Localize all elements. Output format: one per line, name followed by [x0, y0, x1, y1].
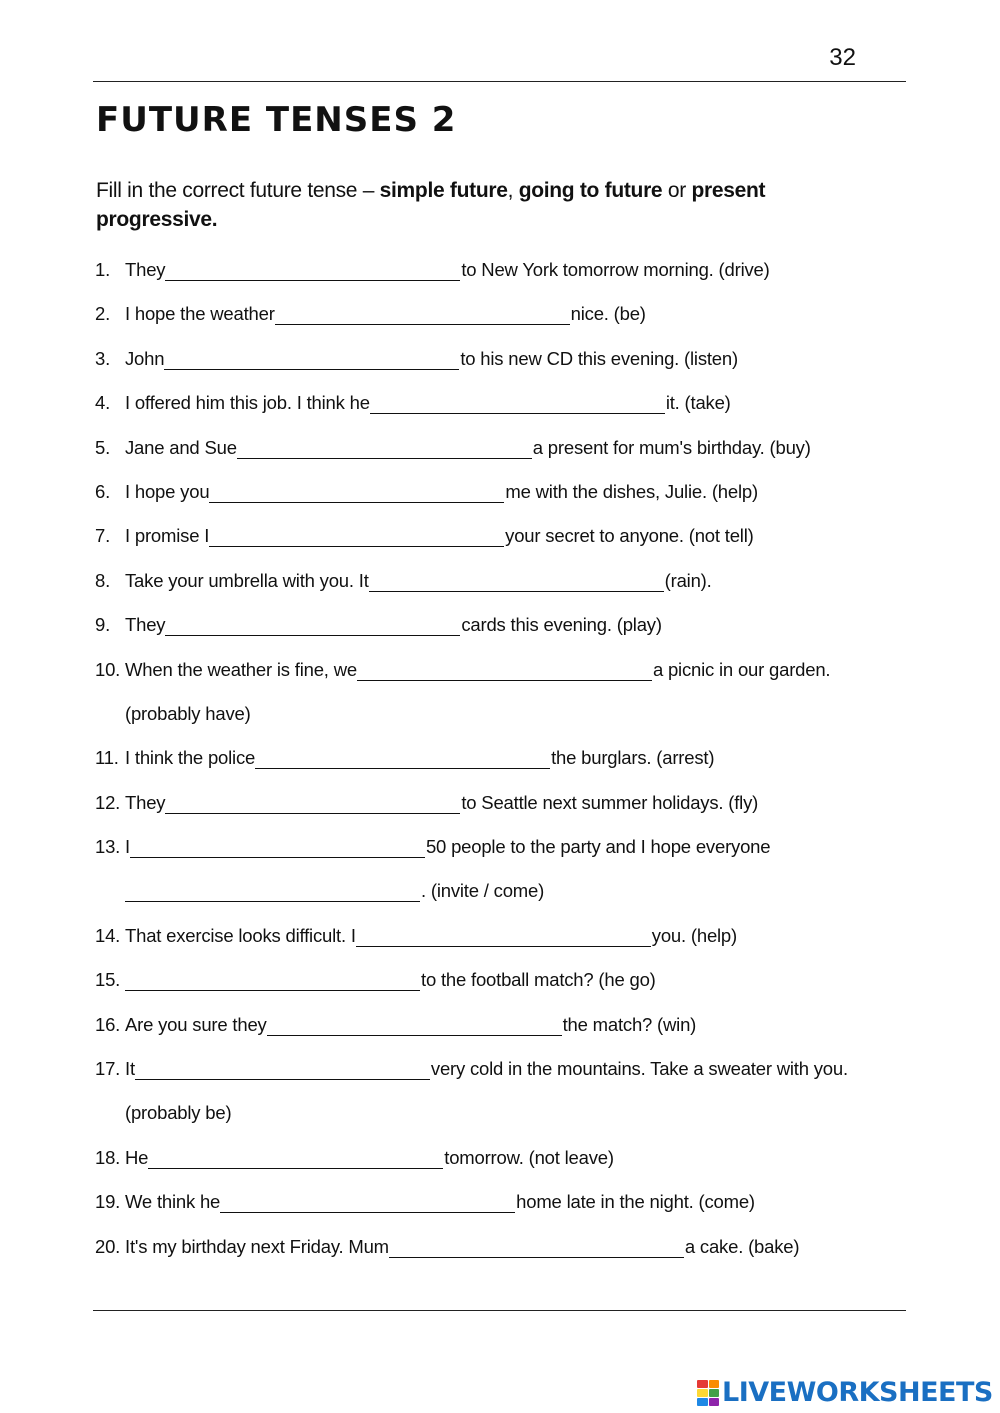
exercise-number: 15. [95, 969, 121, 991]
exercise-line [95, 969, 656, 991]
answer-blank[interactable] [370, 395, 665, 414]
exercise-continuation-line [95, 703, 251, 725]
answer-blank[interactable] [165, 617, 460, 636]
exercise-continuation: (probably be) [125, 1102, 232, 1124]
exercise-continuation-line [95, 880, 544, 902]
exercise-text-before: We think he [125, 1191, 221, 1213]
answer-blank[interactable] [209, 528, 504, 547]
page-number: 32 [829, 44, 856, 71]
exercise-text-before: They [125, 614, 166, 636]
answer-blank[interactable] [165, 795, 460, 814]
instructions-prefix: Fill in the correct future tense – [96, 179, 380, 202]
exercise-text-before: They [125, 259, 166, 280]
answer-blank[interactable] [125, 972, 420, 991]
exercise-text-before: I hope the weather [125, 303, 275, 325]
exercise-text-after: nice. (be) [570, 303, 646, 325]
exercise-number: 8. [95, 569, 111, 591]
exercise-item [95, 1232, 895, 1276]
exercise-text-after: me with the dishes, Julie. (help) [505, 480, 758, 502]
exercise-line [95, 570, 712, 592]
logo-color-block [697, 1389, 708, 1397]
exercise-text-before: I promise I [125, 525, 210, 547]
exercise-item [95, 1187, 895, 1231]
exercise-item [95, 788, 895, 832]
exercise-text-after: you. (help) [651, 924, 737, 946]
exercise-text-after: a picnic in our garden. [652, 658, 831, 680]
exercise-item [95, 1054, 895, 1143]
answer-blank[interactable] [255, 750, 550, 769]
exercise-text-after: to New York tomorrow morning. (drive) [461, 259, 770, 280]
exercise-line [95, 836, 770, 858]
exercise-item [95, 566, 895, 610]
exercise-text-after: tomorrow. (not leave) [444, 1146, 614, 1168]
exercise-number: 20. [95, 1235, 121, 1257]
exercise-text-after: a cake. (bake) [684, 1235, 800, 1257]
term-simple-future: simple future [379, 179, 508, 202]
exercise-line [95, 659, 830, 681]
exercise-number: 2. [95, 303, 111, 325]
exercise-line [95, 259, 770, 281]
exercise-number: 14. [95, 924, 121, 946]
exercise-text-after: home late in the night. (come) [516, 1191, 755, 1213]
answer-blank[interactable] [165, 262, 460, 281]
exercise-number: 18. [95, 1146, 121, 1168]
exercise-item [95, 388, 895, 432]
exercise-line [95, 481, 758, 503]
exercise-text-before: Are you sure they [125, 1013, 267, 1035]
exercise-number: 6. [95, 480, 111, 502]
logo-color-block [697, 1380, 708, 1388]
answer-blank[interactable] [237, 440, 532, 459]
answer-blank[interactable] [220, 1194, 515, 1213]
exercise-line [95, 437, 811, 459]
answer-blank[interactable] [209, 484, 504, 503]
exercise-line [95, 747, 714, 769]
exercise-item [95, 521, 895, 565]
exercise-text-after: cards this evening. (play) [461, 614, 662, 636]
exercise-item [95, 477, 895, 521]
exercise-text-before: When the weather is fine, we [125, 658, 357, 680]
exercise-line [95, 392, 731, 414]
answer-blank[interactable] [148, 1150, 443, 1169]
exercise-item [95, 921, 895, 965]
exercise-line [95, 1147, 614, 1169]
exercise-number: 19. [95, 1191, 121, 1213]
exercise-number: 11. [95, 747, 119, 769]
answer-blank[interactable] [135, 1061, 430, 1080]
exercise-item [95, 610, 895, 654]
exercise-item [95, 743, 895, 787]
exercise-number: 7. [95, 525, 111, 547]
exercise-text-after: the burglars. (arrest) [551, 747, 715, 769]
exercise-text-before: John [125, 347, 165, 369]
exercise-text-after: your secret to anyone. (not tell) [505, 525, 754, 547]
logo-color-block [697, 1398, 708, 1406]
exercise-text-after: the match? (win) [562, 1013, 697, 1035]
exercise-item [95, 1143, 895, 1187]
exercise-item [95, 655, 895, 744]
answer-blank[interactable] [357, 662, 652, 681]
exercise-number: 16. [95, 1013, 121, 1035]
exercise-number: 17. [95, 1058, 121, 1080]
answer-blank[interactable] [369, 573, 664, 592]
exercise-text-after: to his new CD this evening. (listen) [460, 347, 738, 369]
logo-color-block [709, 1398, 720, 1406]
answer-blank[interactable] [267, 1017, 562, 1036]
exercise-continuation: (probably have) [125, 702, 251, 724]
exercise-text-before: He [125, 1146, 149, 1168]
exercise-text-after: 50 people to the party and I hope everyone [425, 836, 771, 858]
exercise-text-before: They [125, 791, 166, 813]
exercise-number: 10. [95, 658, 121, 680]
exercise-line [95, 1191, 755, 1213]
exercise-line [95, 925, 737, 947]
instructions-sep2: or [662, 179, 692, 202]
exercise-number: 1. [95, 259, 111, 280]
exercise-list [95, 255, 895, 1276]
exercise-line [95, 348, 738, 370]
exercise-text-before: I offered him this job. I think he [125, 392, 370, 414]
exercise-line [95, 1236, 799, 1258]
exercise-line [95, 1058, 848, 1080]
exercise-text-after: to the football match? (he go) [421, 969, 656, 991]
answer-blank[interactable] [389, 1239, 684, 1258]
exercise-line [95, 303, 646, 325]
exercise-number: 9. [95, 614, 111, 636]
exercise-text-before: Take your umbrella with you. It [125, 569, 369, 591]
exercise-line [95, 1014, 696, 1036]
answer-blank[interactable] [275, 306, 570, 325]
exercise-line [95, 792, 758, 814]
exercise-text-before: It [125, 1058, 135, 1080]
answer-blank[interactable] [125, 883, 420, 902]
answer-blank[interactable] [130, 839, 425, 858]
exercise-item [95, 433, 895, 477]
exercise-item [95, 344, 895, 388]
exercise-number: 5. [95, 436, 111, 458]
term-present-progressive: present progressive. [96, 179, 766, 231]
exercise-continuation-line [95, 1102, 231, 1124]
exercise-text-before: I think the police [125, 747, 256, 769]
exercise-item [95, 832, 895, 921]
exercise-text-before: That exercise looks difficult. I [125, 924, 356, 946]
logo-text: LIVEWORKSHEETS [722, 1377, 993, 1408]
exercise-number: 13. [95, 836, 121, 858]
exercise-line [95, 525, 754, 547]
exercise-text-after: (rain). [664, 569, 712, 591]
exercise-item [95, 255, 895, 299]
exercise-text-after: a present for mum's birthday. (buy) [532, 436, 811, 458]
footer-rule [93, 1310, 906, 1311]
liveworksheets-logo-icon [697, 1380, 719, 1406]
exercise-text-after: very cold in the mountains. Take a sweater with you. [430, 1058, 848, 1080]
logo-color-block [709, 1380, 720, 1388]
exercise-line [95, 614, 662, 636]
exercise-text-before: I hope you [125, 480, 210, 502]
page-title: FUTURE TENSES 2 [96, 100, 457, 140]
exercise-number: 12. [95, 791, 121, 813]
exercise-text-before: I [125, 836, 130, 858]
term-going-to-future: going to future [518, 179, 663, 202]
exercise-text-after: to Seattle next summer holidays. (fly) [461, 791, 759, 813]
exercise-number: 4. [95, 392, 111, 414]
exercise-item [95, 299, 895, 343]
answer-blank[interactable] [164, 351, 459, 370]
exercise-text-before: Jane and Sue [125, 436, 237, 458]
exercise-text-before: It's my birthday next Friday. Mum [125, 1235, 389, 1257]
logo-color-block [709, 1389, 720, 1397]
exercise-item [95, 965, 895, 1009]
liveworksheets-logo [697, 1378, 993, 1408]
exercise-text-after: it. (take) [665, 392, 731, 414]
instructions-sep1: , [507, 179, 519, 202]
exercise-number: 3. [95, 347, 111, 369]
exercise-item [95, 1010, 895, 1054]
instructions [96, 176, 856, 234]
header-rule [93, 81, 906, 82]
answer-blank[interactable] [356, 928, 651, 947]
exercise-continuation: . (invite / come) [421, 880, 545, 902]
